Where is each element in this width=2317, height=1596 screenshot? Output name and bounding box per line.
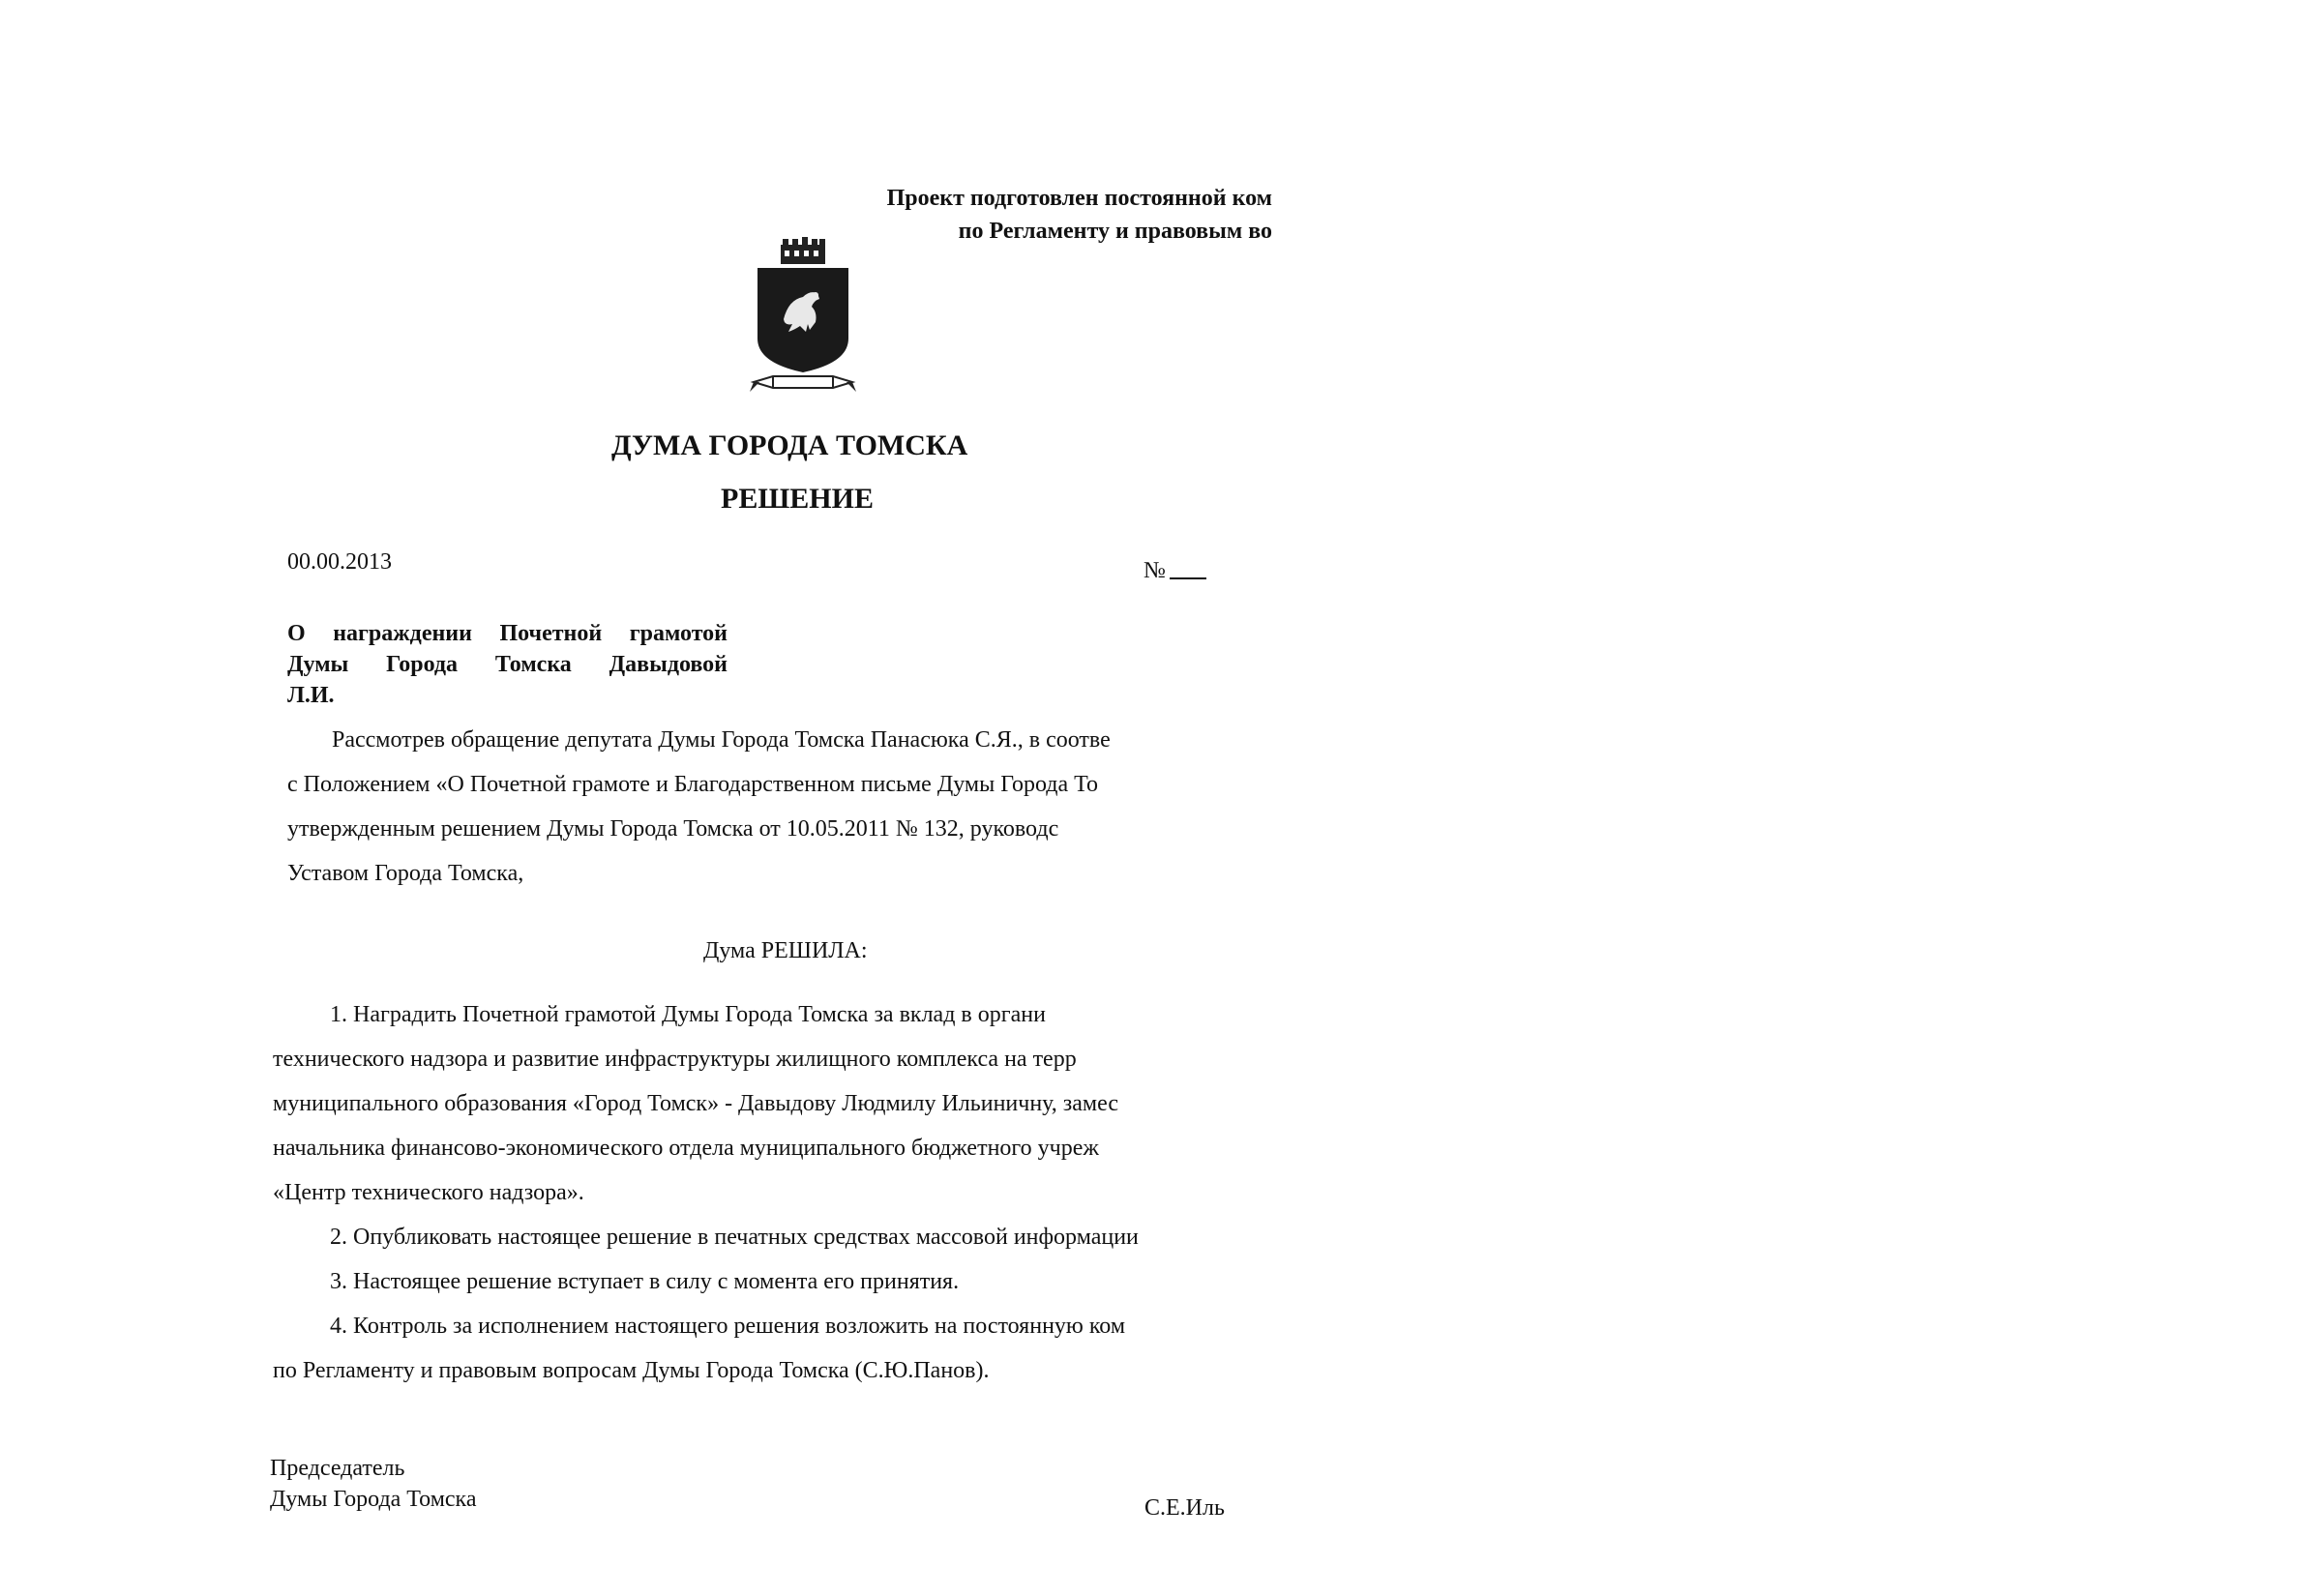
project-note-line1: Проект подготовлен постоянной ком [886,186,1272,211]
doc-number [1144,558,1206,584]
signer-title-line1: Председатель [270,1456,405,1481]
doc-subject [287,618,728,711]
doc-date: 00.00.2013 [287,549,392,575]
signer-name: С.Е.Иль [1144,1495,1225,1521]
project-note-line2: по Регламенту и правовым во [958,219,1272,244]
doc-type: РЕШЕНИЕ [721,483,874,515]
subject-line2: Думы Города Томска Давыдовой [287,652,728,677]
item1-line4: начальника финансово-экономического отдела муниципального бюджетного учреж [273,1136,1099,1161]
item1-line1: 1. Наградить Почетной грамотой Думы Города Томска за вклад в органи [330,1002,1046,1027]
preamble-line4: Уставом Города Томска, [287,861,524,886]
item1-line2: технического надзора и развитие инфраструктуры жилищного комплекса на терр [273,1047,1077,1072]
preamble-line1: Рассмотрев обращение депутата Думы Города Томска Панасюка С.Я., в соотве [332,727,1111,753]
subject-line1: О награждении Почетной грамотой [287,621,728,646]
tomsk-coat-of-arms-icon [750,237,856,401]
item2: 2. Опубликовать настоящее решение в печатных средствах массовой информации [330,1225,1139,1250]
subject-line3: Л.И. [287,683,335,708]
item3: 3. Настоящее решение вступает в силу с момента его принятия. [330,1269,960,1294]
decided-heading: Дума РЕШИЛА: [703,938,868,963]
org-name: ДУМА ГОРОДА ТОМСКА [611,429,968,461]
signer-title-line2: Думы Города Томска [270,1487,477,1512]
item4-line1: 4. Контроль за исполнением настоящего решения возложить на постоянную ком [330,1314,1126,1339]
item4-line2: по Регламенту и правовым вопросам Думы Города Томска (С.Ю.Панов). [273,1358,990,1383]
number-label: № [1144,558,1166,583]
preamble-line2: с Положением «О Почетной грамоте и Благодарственном письме Думы Города То [287,772,1098,797]
item1-line3: муниципального образования «Город Томск» - Давыдову Людмилу Ильиничну, замес [273,1091,1118,1116]
item1-line5: «Центр технического надзора». [273,1180,584,1205]
number-blank [1170,577,1206,579]
preamble-line3: утвержденным решением Думы Города Томска от 10.05.2011 № 132, руководс [287,816,1059,842]
